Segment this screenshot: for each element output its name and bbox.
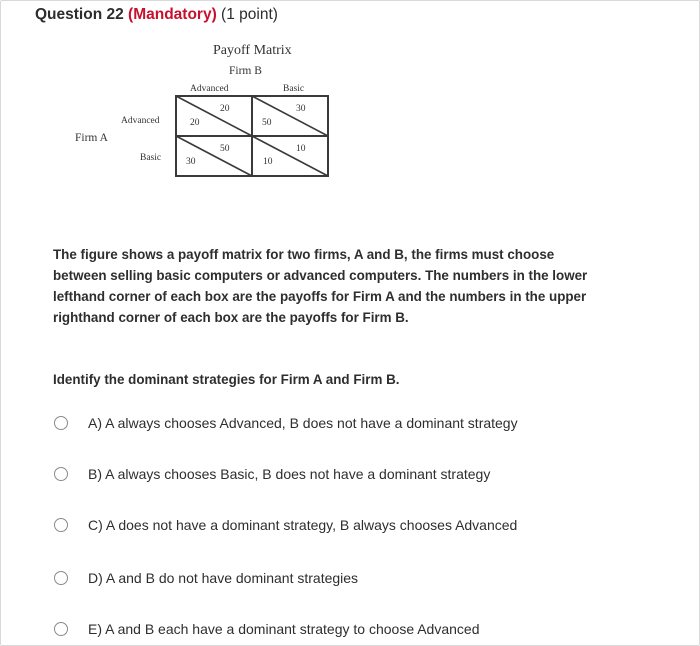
question-title: Question 22 [35,6,124,23]
answer-option-e[interactable] [54,621,480,637]
answer-option-b[interactable] [54,466,490,482]
row-label-advanced: Advanced [121,116,160,126]
col-label-advanced: Advanced [190,84,229,94]
payoff-bb-firm-a: 10 [263,157,273,167]
cell-diagonal-bb [252,136,328,176]
payoff-ba-firm-b: 50 [220,144,230,154]
question-prompt: Identify the dominant strategies for Firm A and Firm B. [53,372,400,387]
answer-option-c[interactable] [54,517,517,533]
radio-button-icon[interactable] [54,518,68,532]
payoff-aa-firm-b: 20 [220,104,230,114]
description-line: righthand corner of each box are the payoffs for Firm B. [53,310,409,325]
payoff-ba-firm-a: 30 [186,157,196,167]
question-description [53,244,593,328]
answer-option-d[interactable] [54,570,358,586]
points-label: (1 point) [221,6,278,23]
firm-a-label: Firm A [75,132,108,144]
payoff-bb-firm-b: 10 [296,144,306,154]
radio-button-icon[interactable] [54,571,68,585]
description-line: between selling basic computers or advanced computers. The numbers in the lower [53,268,588,283]
radio-button-icon[interactable] [54,416,68,430]
cell-diagonal-aa [176,96,252,136]
radio-button-icon[interactable] [54,467,68,481]
question-header [35,6,278,24]
row-label-basic: Basic [140,153,162,163]
answer-option-label: C) A does not have a dominant strategy, B always chooses Advanced [88,517,518,533]
answer-option-a[interactable] [54,415,518,431]
col-label-basic: Basic [283,84,305,94]
payoff-ab-firm-a: 50 [262,118,272,128]
payoff-aa-firm-a: 20 [190,118,200,128]
answer-option-label: A) A always chooses Advanced, B does not have a dominant strategy [88,415,518,431]
answer-option-label: E) A and B each have a dominant strategy to choose Advanced [88,621,480,637]
description-line: lefthand corner of each box are the payoffs for Firm A and the numbers in the upper [53,289,587,304]
description-line: The figure shows a payoff matrix for two firms, A and B, the firms must choose [53,247,555,262]
firm-b-label: Firm B [229,65,262,77]
answer-option-label: D) A and B do not have dominant strategies [88,570,359,586]
cell-diagonal-ab [252,96,328,136]
payoff-ab-firm-b: 30 [296,104,306,114]
matrix-title: Payoff Matrix [213,43,292,58]
cell-diagonal-ba [176,136,252,176]
answer-option-label: B) A always chooses Basic, B does not have a dominant strategy [88,466,491,482]
mandatory-label: (Mandatory) [128,6,217,23]
radio-button-icon[interactable] [54,622,68,636]
